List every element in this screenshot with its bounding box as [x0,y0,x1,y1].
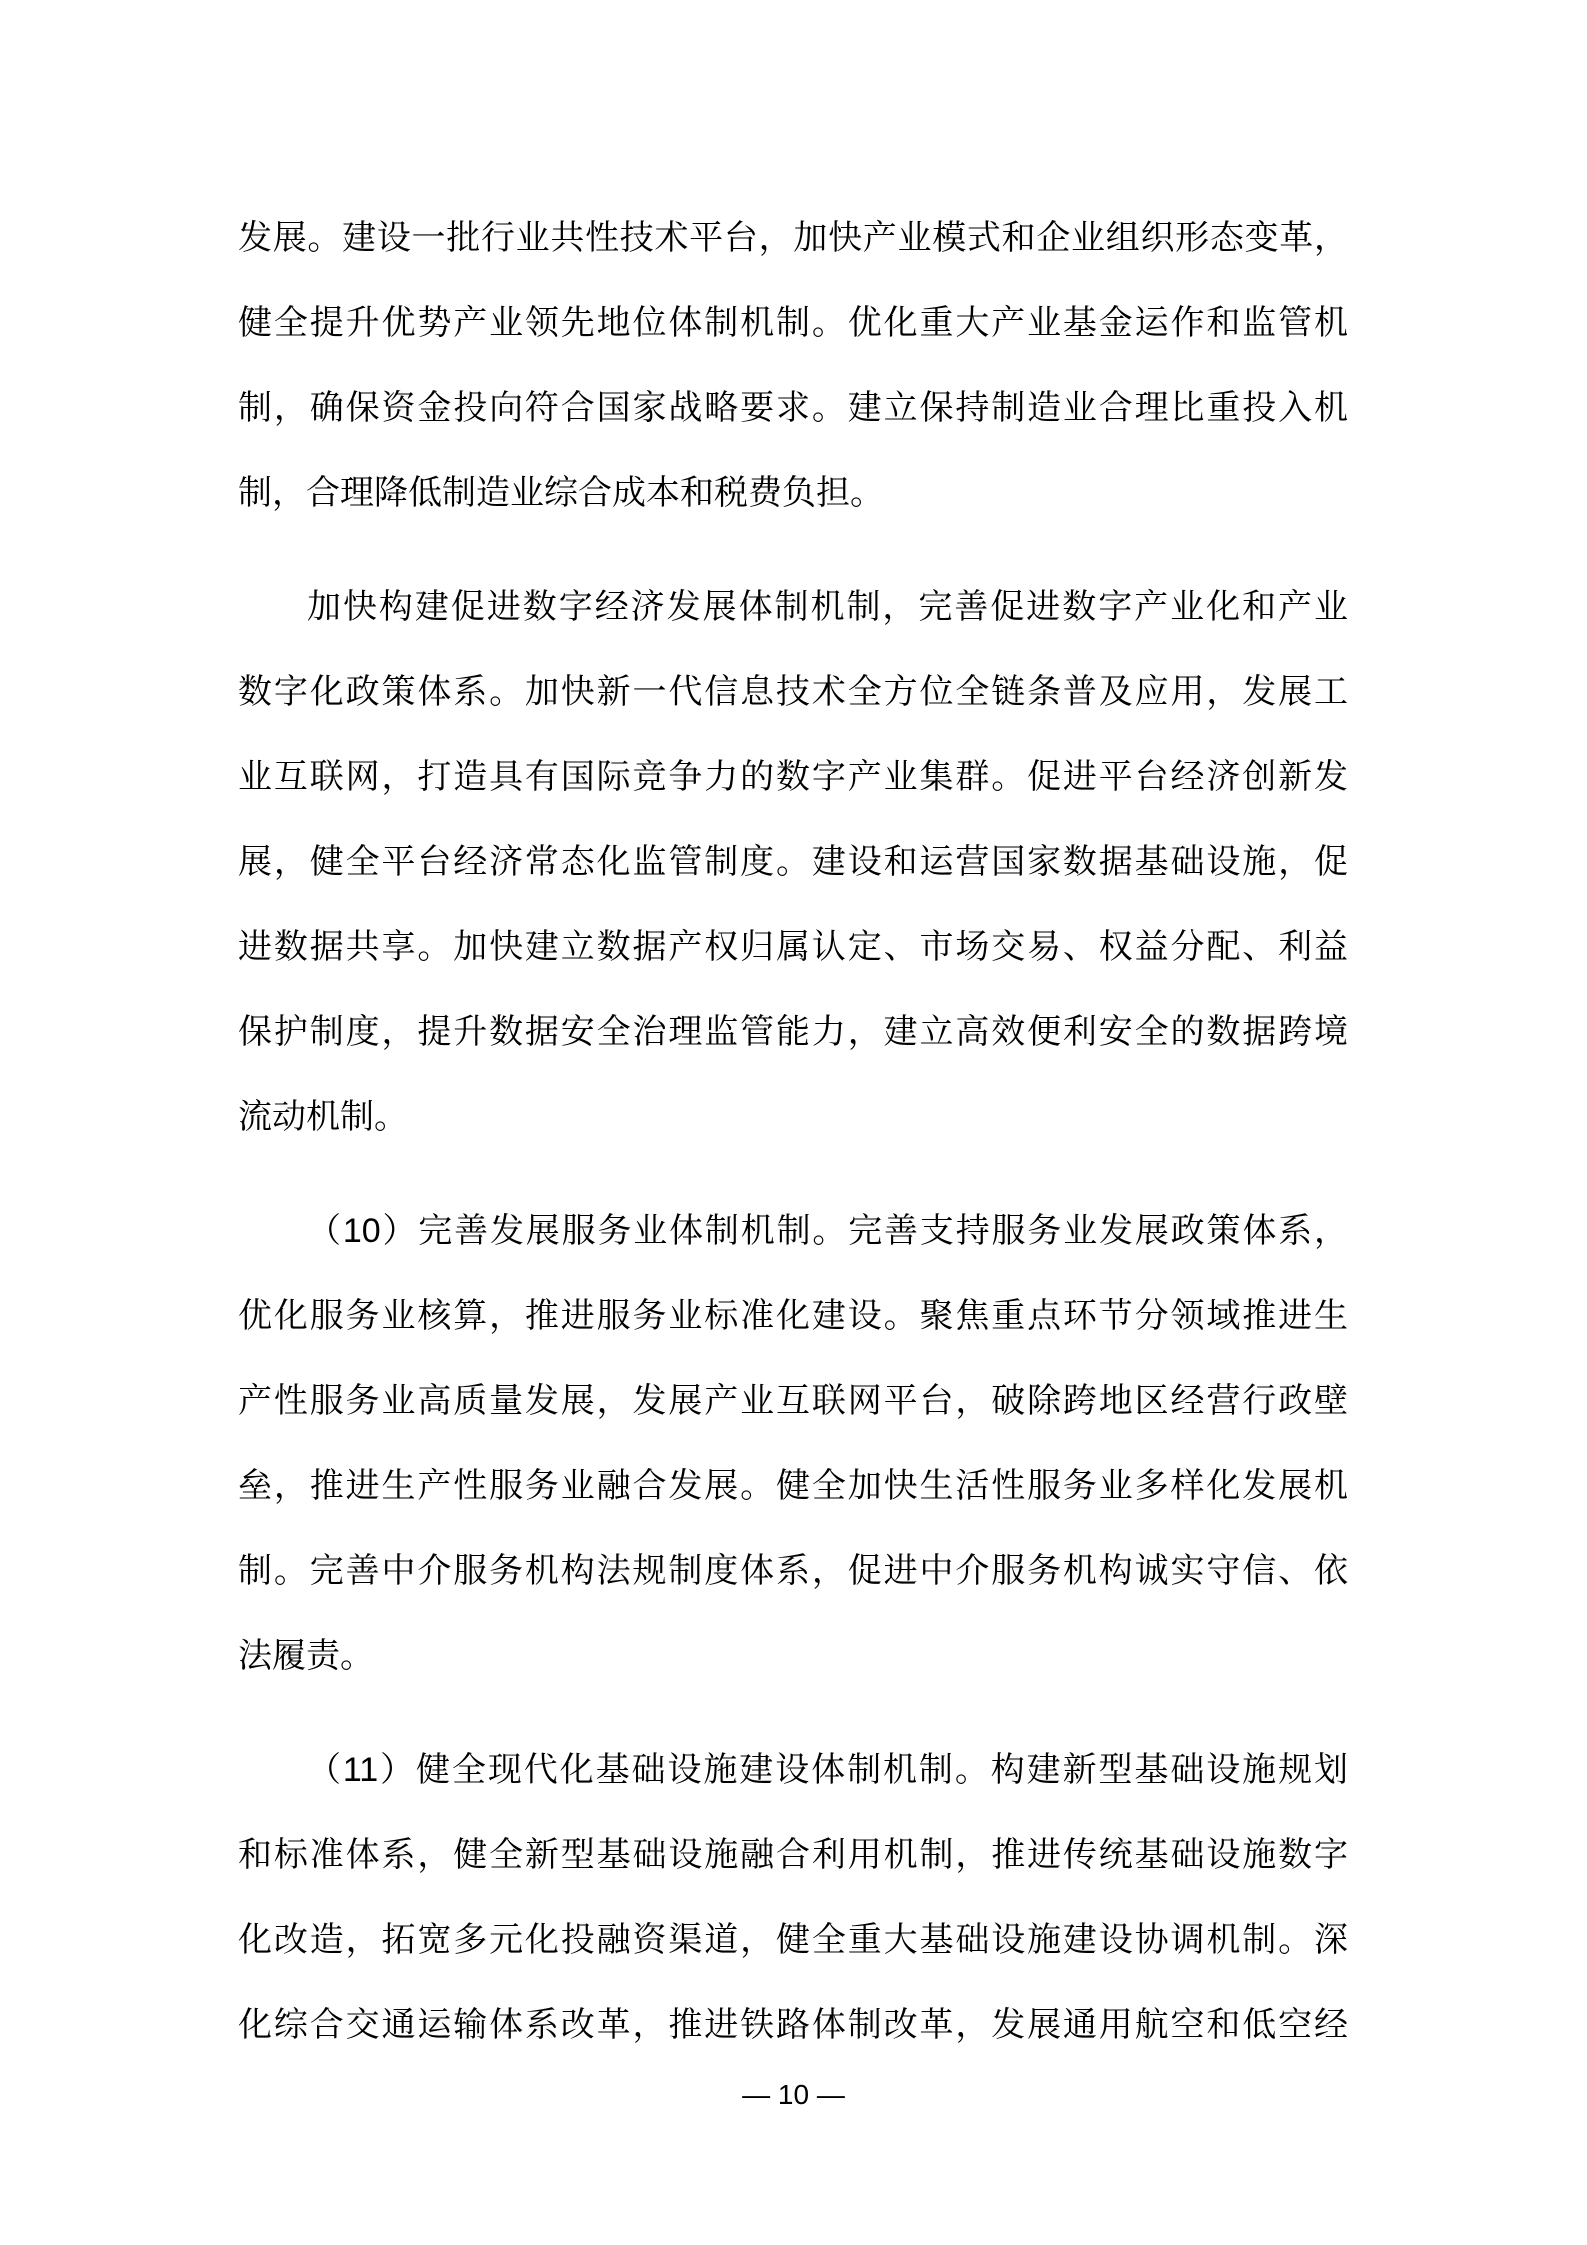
page-number: — 10 — [742,2079,845,2110]
text-line: 制。完善中介服务机构法规制度体系，促进中介服务机构诚实守信、依 [238,1552,1348,1590]
paragraph-4-item-11 [238,1728,1348,2068]
text-line: 制，确保资金投向符合国家战略要求。建立保持制造业合理比重投入机 [238,389,1348,427]
document-body [238,196,1348,2068]
text-line: 展，健全平台经济常态化监管制度。建设和运营国家数据基础设施，促 [238,843,1348,881]
text-line: 保护制度，提升数据安全治理监管能力，建立高效便利安全的数据跨境 [238,1013,1348,1051]
text-line: 业互联网，打造具有国际竞争力的数字产业集群。促进平台经济创新发 [238,758,1348,796]
text-line: 法履责。 [238,1637,374,1675]
text-line: 加快构建促进数字经济发展体制机制，完善促进数字产业化和产业 [307,588,1348,626]
text-line: 制，合理降低制造业综合成本和税费负担。 [238,474,884,512]
text-line: 流动机制。 [238,1098,408,1136]
text-line: （11）健全现代化基础设施建设体制机制。构建新型基础设施规划 [307,1751,1348,1789]
text-line: 化综合交通运输体系改革，推进铁路体制改革，发展通用航空和低空经 [238,2006,1348,2044]
text-line: 进数据共享。加快建立数据产权归属认定、市场交易、权益分配、利益 [238,928,1348,966]
text-line: 和标准体系，健全新型基础设施融合利用机制，推进传统基础设施数字 [238,1836,1348,1874]
text-line: 健全提升优势产业领先地位体制机制。优化重大产业基金运作和监管机 [238,304,1348,342]
text-line: 产性服务业高质量发展，发展产业互联网平台，破除跨地区经营行政壁 [238,1382,1348,1420]
text-line: 化改造，拓宽多元化投融资渠道，健全重大基础设施建设协调机制。深 [238,1921,1348,1959]
paragraph-3-item-10 [238,1189,1348,1699]
text-line: （10）完善发展服务业体制机制。完善支持服务业发展政策体系， [307,1212,1348,1250]
text-line: 优化服务业核算，推进服务业标准化建设。聚焦重点环节分领域推进生 [238,1297,1348,1335]
text-line: 数字化政策体系。加快新一代信息技术全方位全链条普及应用，发展工 [238,673,1348,711]
text-line: 发展。建设一批行业共性技术平台，加快产业模式和企业组织形态变革， [238,219,1348,257]
text-line: 垒，推进生产性服务业融合发展。健全加快生活性服务业多样化发展机 [238,1467,1348,1505]
paragraph-1 [238,196,1348,536]
paragraph-2 [238,565,1348,1160]
